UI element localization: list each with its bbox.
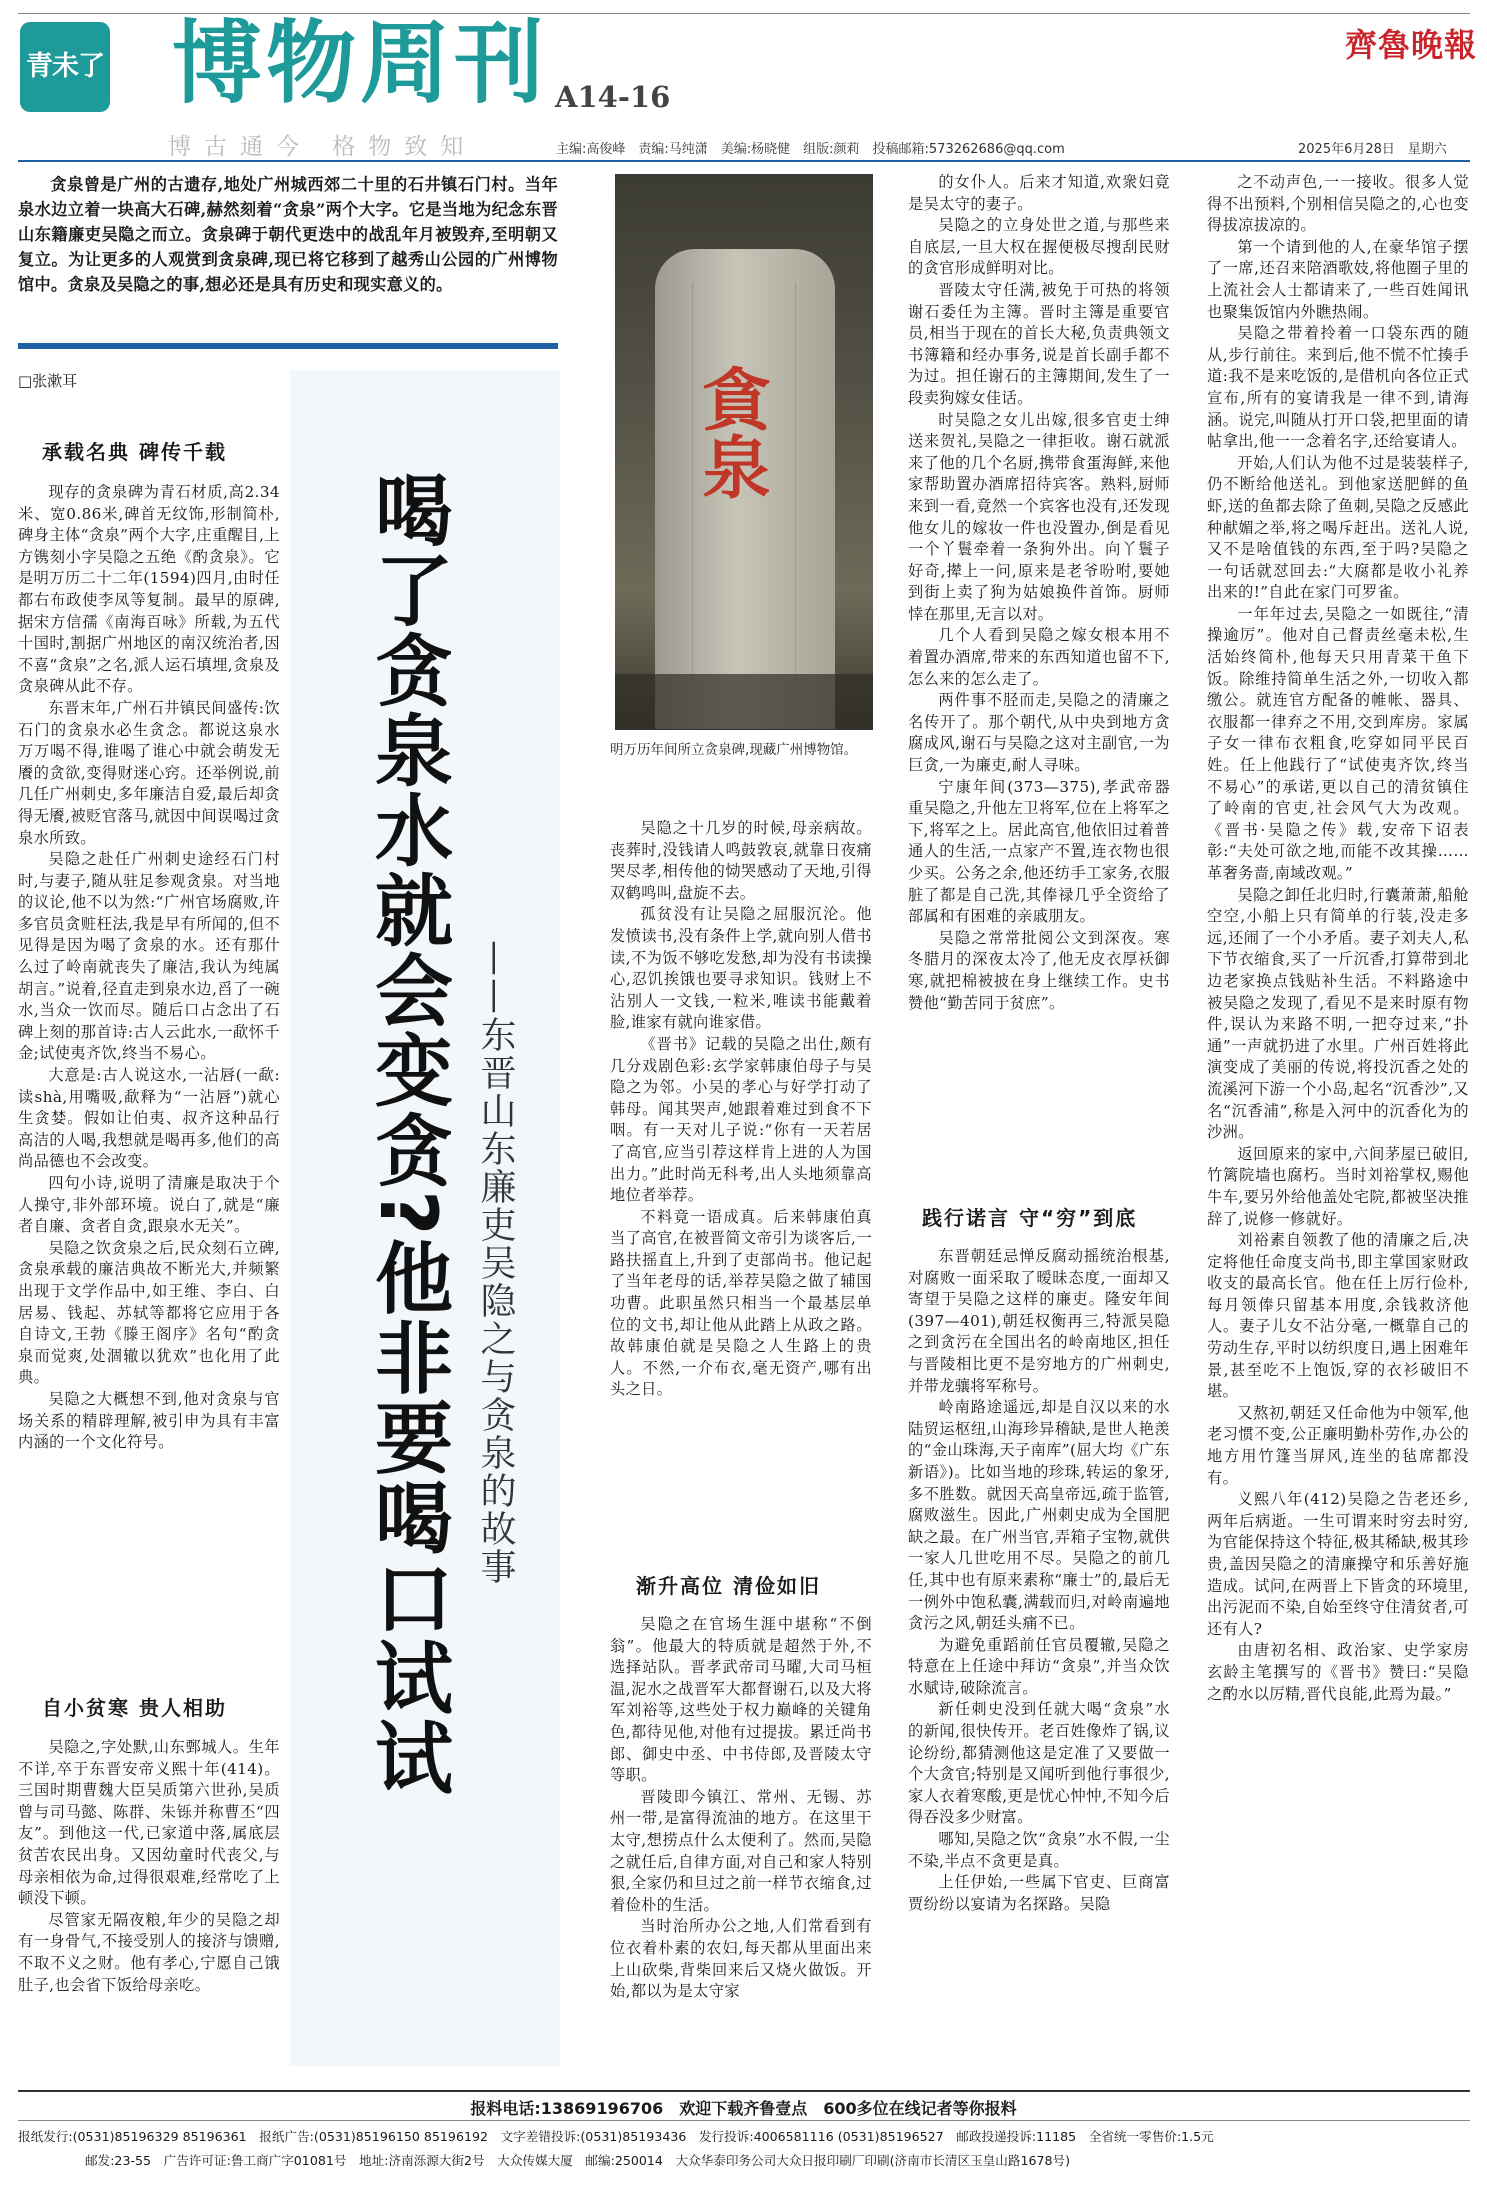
column-2b-text xyxy=(610,1614,872,2066)
paragraph: 一年年过去,吴隐之一如既往,“清操逾厉”。他对自己督责丝毫未松,生活始终简朴,他每天只用青菜干鱼下饭。除维持简单生活之外,一切收入都缴公。就连官方配备的帷帐、器具、衣服都一律弃之不用,交到库房。家属子女一律布衣粗食,吃穿如同平民百姓。任上他践行了“试使夷齐饮,终当不易心”的承诺,更以自己的清贫镇住了岭南的官吏,社会风气大为改观。《晋书·吴隐之传》载,安帝下诏表彰:“夫处可欲之地,而能不改其操……革奢务啬,南域改观。” xyxy=(1207,604,1469,882)
section-heading-3: 渐升高位 清俭如旧 xyxy=(636,1574,821,1598)
paragraph: 吴隐之常常批阅公文到深夜。寒冬腊月的深夜太冷了,他无皮衣厚袄御寒,就把棉被披在身上继续工作。史书赞他“勤苦同于贫庶”。 xyxy=(908,928,1170,1012)
paragraph: 《晋书》记载的吴隐之出仕,颇有几分戏剧色彩:玄学家韩康伯母子与吴隐之为邻。小吴的孝心与好学打动了韩母。闻其哭声,她跟着难过到食不下咽。有一天对儿子说:“你有一天若居了高官,应当引荐这样肯上进的人为国出力。”此时尚无科考,出人头地须靠高地位者举荐。 xyxy=(610,1034,872,1205)
paragraph: 吴隐之,字处默,山东鄄城人。生年不详,卒于东晋安帝义熙十年(414)。三国时期曹魏大臣吴质第六世孙,吴质曾与司马懿、陈群、朱铄并称曹丕“四友”。到他这一代,已家道中落,属底层贫苦农民出身。又因幼童时代丧父,与母亲相依为命,过得很艰难,经常吃了上顿没下顿。 xyxy=(18,1738,280,1908)
paragraph: 吴隐之带着拎着一口袋东西的随从,步行前往。来到后,他不慌不忙揍手道:我不是来吃饭的,是借机向各位正式宣布,所有的宴请我是一律不到,请海涵。说完,叫随从打开口袋,把里面的请帖拿出,他一一念着名字,还给宴请人。 xyxy=(1207,324,1469,451)
paragraph: 东晋朝廷忌惮反腐动摇统治根基,对腐败一面采取了暧昧态度,一面却又寄望于吴隐之这样的廉吏。隆安年间(397—401),朝廷权衡再三,特派吴隐之到贪污在全国出名的岭南地区,担任与晋陵相比更不是穷地方的广州刺史,并带龙骧将军称号。 xyxy=(908,1247,1170,1395)
lead-paragraph: 贪泉曾是广州的古遗存,地处广州城西郊二十里的石井镇石门村。当年泉水边立着一块高大石碑,赫然刻着“贪泉”两个大字。它是当地为纪念东晋山东籍廉吏吴隐之而立。贪泉碑于朝代更迭中的战乱年月被毁弃,至明朝又复立。为让更多的人观赏到贪泉碑,现已将它移到了越秀山公园的广州博物馆中。贪泉及吴隐之的事,想必还是具有历史和现实意义的。 xyxy=(18,175,558,294)
paragraph: 又熬初,朝廷又任命他为中领军,他老习惯不变,公正廉明勤朴劳作,办公的地方用竹篷当屏风,连坐的毡席都没有。 xyxy=(1207,1403,1469,1487)
paragraph: 返回原来的家中,六间茅屋已破旧,竹篱院墙也腐朽。当时刘裕掌权,赐他牛车,要另外给他盖处宅院,都被坚决推辞了,说修一修就好。 xyxy=(1207,1144,1469,1228)
stele-photo xyxy=(615,174,873,730)
paragraph: 吴隐之饮贪泉之后,民众刻石立碑,贪泉承载的廉洁典故不断光大,并频繁出现于文学作品中,如王维、李白、白居易、钱起、苏轼等都将它应用于各自诗文,王勃《滕王阁序》名句“酌贪泉而觉爽,处涸辙以犹欢”也化用了此典。 xyxy=(18,1238,280,1387)
paragraph: 四句小诗,说明了清廉是取决于个人操守,非外部环境。说白了,就是“廉者自廉、贪者自贪,跟泉水无关”。 xyxy=(18,1174,280,1236)
paragraph: 吴隐之卸任北归时,行囊萧萧,船舱空空,小船上只有简单的行装,没走多远,还闹了一个小矛盾。妻子刘夫人,私下节衣缩食,买了一斤沉香,打算带到北边老家换点钱贴补生活。不料路途中被吴隐之发现了,看见不是来时原有物件,误认为来路不明,一把夺过来,“扑通”一声就扔进了水里。广州百姓将此演变成了美丽的传说,将投沉香之处的流溪河下游一个小岛,起名“沉香沙”,又名“沉香浦”,称是入河中的沉香化为的沙洲。 xyxy=(1207,885,1469,1142)
paragraph: 不料竟一语成真。后来韩康伯真当了高官,在被晋简文帝引为谈客后,一路扶摇直上,升到了吏部尚书。他记起了当年老母的话,举荐吴隐之做了辅国功曹。此职虽然只相当一个最基层单位的文书,却让他从此踏上从政之路。故韩康伯就是吴隐之人生路上的贵人。不然,一介布衣,毫无资产,哪有出头之日。 xyxy=(610,1207,872,1399)
page-range: A14-16 xyxy=(555,80,671,114)
paragraph: 吴隐之的立身处世之道,与那些来自底层,一旦大权在握便极尽搜刮民财的贪官形成鲜明对比。 xyxy=(908,216,1170,278)
footer-address: 邮发:23-55 广告许可证:鲁工商广字01081号 地址:济南泺源大街2号 大众传媒大厦 邮编:250014 大众华泰印务公司大众日报印刷厂印刷(济南市长清区玉皇山路1678号) xyxy=(85,2153,1070,2168)
paragraph: 吴隐之赴任广州刺史途经石门村时,与妻子,随从驻足参观贪泉。对当地的议论,他不以为然:“广州官场腐败,许多官员贪赃枉法,我是早有所闻的,但不见得是因为喝了贪泉的水。还有那什么过了岭南就丧失了廉洁,我认为纯属胡言。”说着,径直走到泉水边,舀了一碗水,当众一饮而尽。随后口占念出了石碑上刻的那首诗:古人云此水,一歃怀千金;试使夷齐饮,终当不易心。 xyxy=(18,850,280,1063)
paragraph: 晋陵即今镇江、常州、无锡、苏州一带,是富得流油的地方。在这里干太守,想捞点什么太便利了。然而,吴隐之就任后,自律方面,对自己和家人特别狠,全家仍和旦过之前一样节衣缩食,过着俭朴的生活。 xyxy=(610,1787,872,1914)
section-title: 博物周刊 xyxy=(172,11,548,116)
paragraph: 吴隐之大概想不到,他对贪泉与官场关系的精辟理解,被引申为具有丰富内涵的一个文化符号。 xyxy=(18,1389,280,1452)
motto: 博古通今 格物致知 xyxy=(168,134,477,160)
paragraph: 岭南路途遥远,却是自汉以来的水陆贸运枢纽,山海珍异稽缺,是世人艳羡的“金山珠海,天子南库”(屈大均《广东新语》)。比如当地的珍珠,转运的象牙,多不胜数。就因天高皇帝远,疏于监管,腐败滋生。因此,广州刺史成为全国肥缺之最。在广州当官,弄箱子宝物,就供一家人几世吃用不尽。吴隐之的前几任,其中也有原来素称“廉士”的,最后无一例外中饱私囊,满载而归,对岭南遍地贪污之风,朝廷头痛不已。 xyxy=(908,1398,1170,1633)
paragraph: 义熙八年(412)吴隐之告老还乡,两年后病逝。一生可谓来时穷去时穷,为官能保持这个特征,极其稀缺,极其珍贵,盖因吴隐之的清廉操守和乐善好施造成。试问,在两晋上下皆贪的环境里,出污泥而不染,自始至终守住清贫者,可还有人? xyxy=(1207,1490,1469,1638)
column-3b-text xyxy=(908,1246,1170,2066)
paragraph: 哪知,吴隐之饮“贪泉”水不假,一尘不染,半点不贪更是真。 xyxy=(908,1830,1170,1870)
paragraph: 新任刺史没到任就大喝“贪泉”水的新闻,很快传开。老百姓像炸了锅,议论纷纷,都猜测他这是定准了又要做一个大贪官;特别是又闻听到他行事很少,家人衣着寒酸,更是忧心忡忡,不知今后得吞没多少财富。 xyxy=(908,1700,1170,1827)
footer-hotline: 报料电话:13869196706 欢迎下载齐鲁壹点 600多位在线记者等你报料 xyxy=(470,2099,1017,2118)
paragraph: 刘裕素自领教了他的清廉之后,决定将他任命度支尚书,即主掌国家财政收支的最高长官。他在任上厉行俭朴,每月领俸只留基本用度,余钱救济他人。妻子儿女不沾分毫,一概靠自己的劳动生存,平时以纺织度日,遇上困难年景,甚至吃不上饱饭,穿的衣衫破旧不堪。 xyxy=(1207,1231,1469,1401)
column-1-text xyxy=(18,482,280,1668)
paragraph: 几个人看到吴隐之嫁女根本用不着置办酒席,带来的东西知道也留不下,怎么来的怎么走了。 xyxy=(908,626,1170,688)
headline: 喝了贪泉水就会变贪?他非要喝口试试 xyxy=(362,470,452,1798)
paragraph: 为避免重蹈前任官员覆辙,吴隐之特意在上任途中拜访“贪泉”,并当众饮水赋诗,破除流言。 xyxy=(908,1635,1170,1697)
stele-inscription: 貪泉 xyxy=(691,364,771,500)
paragraph: 时吴隐之女儿出嫁,很多官吏士绅送来贺礼,吴隐之一律拒收。谢石就派来了他的几个名厨,携带食蛋海鲜,来他家帮助置办酒席招待宾客。熟料,厨师来到一看,竟然一个宾客也没有,还发现他女儿的嫁妆一件也没置办,倒是看见一个丫鬟牵着一条狗外出。向丫鬟子好奇,撵上一问,原来是老爷吩咐,要她到街上卖了狗为姑娘换件首饰。厨师悻在那里,无言以对。 xyxy=(908,410,1170,623)
photo-caption: 明万历年间所立贪泉碑,现藏广州博物馆。 xyxy=(610,742,858,758)
paragraph: 吴隐之在官场生涯中堪称“不倒翁”。他最大的特质就是超然于外,不选择站队。晋孝武帝司马曜,大司马桓温,泥水之战晋军大都督谢石,以及大将军刘裕等,这些处于权力巅峰的关键角色,都待见他,对他有过提拔。累迁尚书郎、御史中丞、中书侍郎,及晋陵太守等职。 xyxy=(610,1615,872,1785)
paragraph: 大意是:古人说这水,一沾唇(一歃:读shà,用嘴吸,歃释为“一沾唇”)就心生贪婪。假如让伯夷、叔齐这种品行高洁的人喝,我想就是喝再多,他们的高尚品德也不会改变。 xyxy=(18,1066,280,1171)
footer-contacts: 报纸发行:(0531)85196329 85196361 报纸广告:(0531)85196150 85196192 文字差错投诉:(0531)85193436 发行投诉:4006581116 (0531)85196527 邮政投递投诉:11185 全省统一零售价:1.5元 xyxy=(18,2129,1214,2144)
date: 2025年6月28日 xyxy=(1298,142,1395,157)
logo-text: 青未了 xyxy=(26,51,104,82)
paragraph: 东晋末年,广州石井镇民间盛传:饮石门的贪泉水必生贪念。都说这泉水万万喝不得,谁喝了谁心中就会萌发无餍的贪欲,变得财迷心窍。还举例说,前几任广州刺史,多年廉洁自爱,最后却贪得无餍,被贬官落马,就因中间误喝过贪泉水所致。 xyxy=(18,698,280,847)
paragraph: 宁康年间(373—375),孝武帝器重吴隐之,升他左卫将军,位在上将军之下,将军之上。居此高官,他依旧过着普通人的生活,一点家产不置,连衣物也很少买。公务之余,他还纺手工家务,衣服脏了都是自己洗,其俸禄几乎全资给了部属和有困难的亲戚朋友。 xyxy=(908,777,1170,926)
paragraph: 晋陵太守任满,被免于可热的将领谢石委任为主簿。晋时主簿是重要官员,相当于现在的首长大秘,负责典领文书簿籍和经办事务,说是首长副手都不为过。担任谢石的主簿期间,发生了一段卖狗嫁女佳话。 xyxy=(908,280,1170,407)
column-3-text xyxy=(908,172,1170,1184)
paragraph: 现存的贪泉碑为青石材质,高2.34米、宽0.86米,碑首无纹饰,形制简朴,碑身主体“贪泉”两个大字,庄重醒目,上方镌刻小字吴隐之五绝《酌贪泉》。它是明万历二十二年(1594)四月,由时任都右布政使李凤等复制。最早的原碑,据宋方信孺《南海百咏》所载,为五代十国时,割据广州地区的南汉统治者,因不喜“贪泉”之名,派人运石填埋,贪泉及贪泉碑从此不存。 xyxy=(18,483,280,696)
paragraph: 由唐初名相、政治家、史学家房玄龄主笔撰写的《晋书》赞曰:“吴隐之酌水以厉精,晋代良能,此焉为最。” xyxy=(1207,1641,1469,1703)
column-1b-text xyxy=(18,1737,280,2067)
logo-badge xyxy=(20,22,110,112)
section-heading-1: 承载名典 碑传千载 xyxy=(42,440,227,464)
subheadline: ——东晋山东廉吏吴隐之与贪泉的故事 xyxy=(475,940,516,1586)
section-heading-2: 自小贫寒 贵人相助 xyxy=(42,1696,227,1720)
paragraph: 的女仆人。后来才知道,欢衆妇竟是吴太守的妻子。 xyxy=(908,173,1170,213)
paragraph: 两件事不胫而走,吴隐之的清廉之名传开了。那个朝代,从中央到地方贪腐成风,谢石与吴隐之这对主副官,一为巨贪,一为廉吏,耐人寻味。 xyxy=(908,691,1170,775)
paragraph: 当时治所办公之地,人们常看到有位衣着朴素的农妇,每天都从里面出来上山砍柴,背柴回来后又烧火做饭。开始,都以为是太守家 xyxy=(610,1917,872,2001)
paragraph: 孤贫没有让吴隐之屈服沉沦。他发愤读书,没有条件上学,就向别人借书读,不为饭不够吃发愁,却为没有书读操心,忍饥挨饿也要寻求知识。钱财上不沾别人一文钱,一粒米,唯读书能戴着脸,谁家有就向谁家借。 xyxy=(610,905,872,1032)
author: □张漱耳 xyxy=(18,372,78,390)
paragraph: 开始,人们认为他不过是装装样子,仍不断给他送礼。到他家送肥鲜的鱼虾,送的鱼都去除了鱼刺,吴隐之反感此种献媚之举,将之喝斥赶出。送礼人说,又不是啥值钱的东西,至于吗?吴隐之一句话就怼回去:“大腐都是收小礼养出来的!”自此在家门可罗雀。 xyxy=(1207,453,1469,602)
column-2-text xyxy=(610,818,872,1554)
paragraph: 之不动声色,一一接收。很多人觉得不出预料,个别相信吴隐之的,心也变得拔凉拔凉的。 xyxy=(1207,173,1469,235)
paragraph: 尽管家无隔夜粮,年少的吴隐之却有一身骨气,不接受别人的接济与馈赠,不取不义之财。他有孝心,宁愿自己饿肚子,也会省下饭给母亲吃。 xyxy=(18,1910,280,1994)
editor-credits: 主编:高俊峰 责编:马纯潇 美编:杨晓健 组版:颜莉 投稿邮箱:573262686@qq.com xyxy=(556,142,1065,157)
section-heading-4: 践行诺言 守“穷”到底 xyxy=(922,1206,1138,1230)
column-4-text xyxy=(1207,172,1469,2066)
issue-date xyxy=(1298,138,1447,157)
paper-logo: 齊魯晚報 xyxy=(1345,26,1478,64)
paragraph: 吴隐之十几岁的时候,母亲病故。丧葬时,没钱请人鸣鼓敦哀,就靠日夜痛哭尽孝,相传他的恸哭感动了天地,引得双鹤鸣叫,盘旋不去。 xyxy=(610,819,872,902)
paragraph: 第一个请到他的人,在豪华馆子摆了一席,还召来陪酒歌妓,将他圈子里的上流社会人士都请来了,一些百姓闻讯也聚集饭馆内外瞧热闹。 xyxy=(1207,237,1469,321)
paragraph: 上任伊始,一些属下官吏、巨商富贾纷纷以宴请为名探路。吴隐 xyxy=(908,1873,1170,1913)
weekday: 星期六 xyxy=(1407,142,1447,157)
